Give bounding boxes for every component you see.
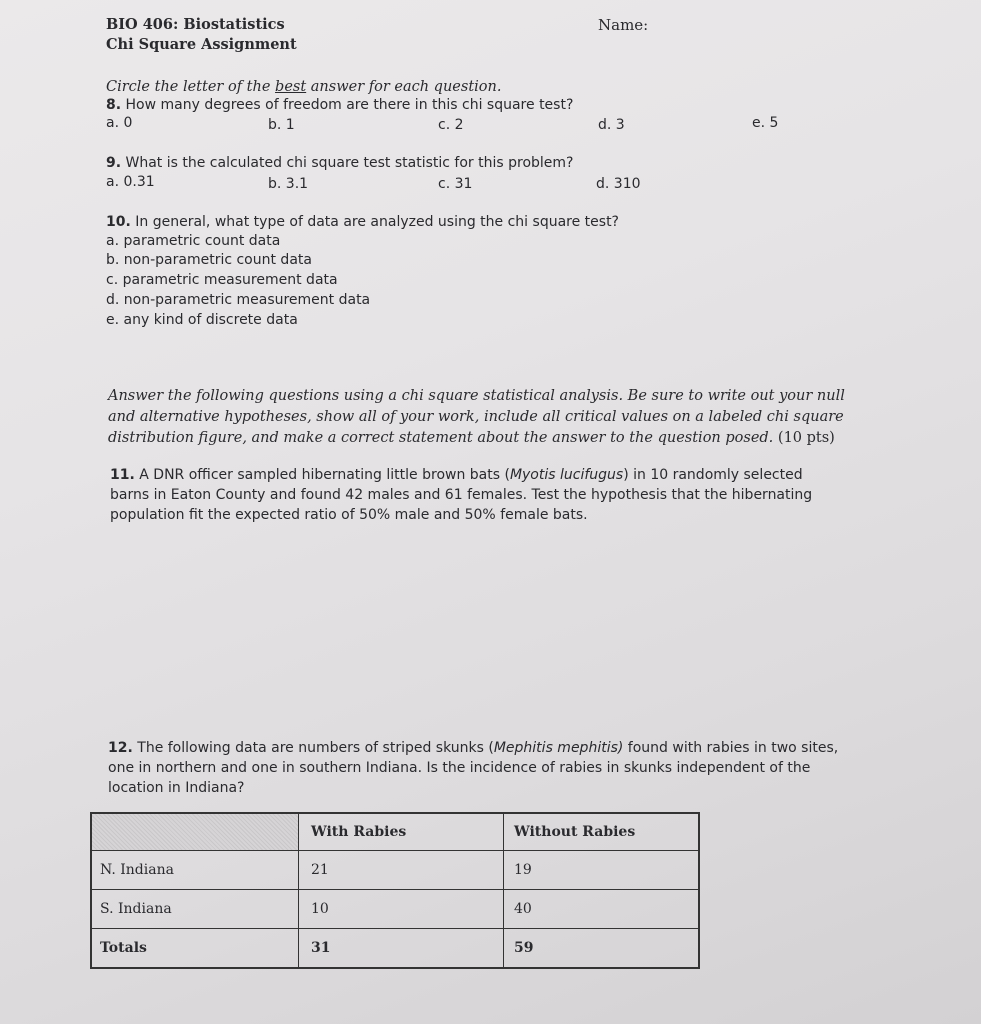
table-header-corner [91, 813, 299, 851]
name-label: Name: [598, 16, 649, 34]
table-row [91, 851, 699, 890]
question-8: 8. How many degrees of freedom are there in this chi square test? [106, 97, 574, 113]
question-11: 11. A DNR officer sampled hibernating little brown bats (Myotis lucifugus) in 10 randomly selected barns in Eaton County and found 42 males and 61 females. Test the hypothesis that the hibernating population fit the expected ratio of 50% male and 50% female bats. [110, 467, 813, 523]
q9-option-d[interactable]: d. 310 [596, 176, 641, 192]
header-without-rabies: Without Rabies [504, 813, 700, 851]
question-9: 9. What is the calculated chi square test statistic for this problem? [106, 155, 574, 171]
cell-s-without: 40 [504, 890, 700, 929]
header-with-rabies: With Rabies [299, 813, 504, 851]
question-12: 12. The following data are numbers of striped skunks (Mephitis mephitis) found with rabies in two sites, one in northern and one in southern Indiana. Is the incidence of rabies in skunks independent of the location in Indiana? [108, 740, 839, 796]
course-title: BIO 406: Biostatistics [106, 16, 285, 33]
cell-n-with: 21 [299, 851, 504, 890]
row-label-s-indiana: S. Indiana [91, 890, 299, 929]
q10-option-a[interactable]: a. parametric count data [106, 233, 281, 249]
cell-total-without: 59 [504, 929, 700, 969]
q9-option-b[interactable]: b. 3.1 [268, 176, 309, 192]
q8-option-c[interactable]: c. 2 [438, 117, 464, 133]
row-label-totals: Totals [91, 929, 299, 969]
analysis-instructions: Answer the following questions using a chi square statistical analysis. Be sure to write out your null and alternative hypotheses, show all of your work, include all critical values on a labeled chi square distribution figure, and make a correct statement about the answer to the question posed. (10 pts) [108, 388, 845, 446]
row-label-n-indiana: N. Indiana [91, 851, 299, 890]
q10-option-e[interactable]: e. any kind of discrete data [106, 312, 298, 328]
q12-species: Mephitis mephitis) [493, 740, 624, 756]
assignment-title: Chi Square Assignment [106, 36, 297, 53]
q10-option-c[interactable]: c. parametric measurement data [106, 272, 338, 288]
table-row [91, 929, 699, 969]
question-10: 10. In general, what type of data are analyzed using the chi square test? [106, 214, 619, 230]
q11-species: Myotis lucifugus [509, 467, 624, 483]
q9-option-c[interactable]: c. 31 [438, 176, 473, 192]
circle-instructions: Circle the letter of the best answer for each question. [106, 79, 502, 95]
q8-option-a[interactable]: a. 0 [106, 115, 133, 131]
q10-option-b[interactable]: b. non-parametric count data [106, 252, 312, 268]
rabies-data-table [90, 812, 700, 969]
table-row [91, 890, 699, 929]
q10-option-d[interactable]: d. non-parametric measurement data [106, 292, 371, 308]
cell-s-with: 10 [299, 890, 504, 929]
table-header-row [91, 813, 699, 851]
cell-n-without: 19 [504, 851, 700, 890]
cell-total-with: 31 [299, 929, 504, 969]
q9-option-a[interactable]: a. 0.31 [106, 174, 155, 190]
q8-option-b[interactable]: b. 1 [268, 117, 295, 133]
q8-option-d[interactable]: d. 3 [598, 117, 625, 133]
best-word: best [275, 79, 307, 95]
q8-option-e[interactable]: e. 5 [752, 115, 779, 131]
